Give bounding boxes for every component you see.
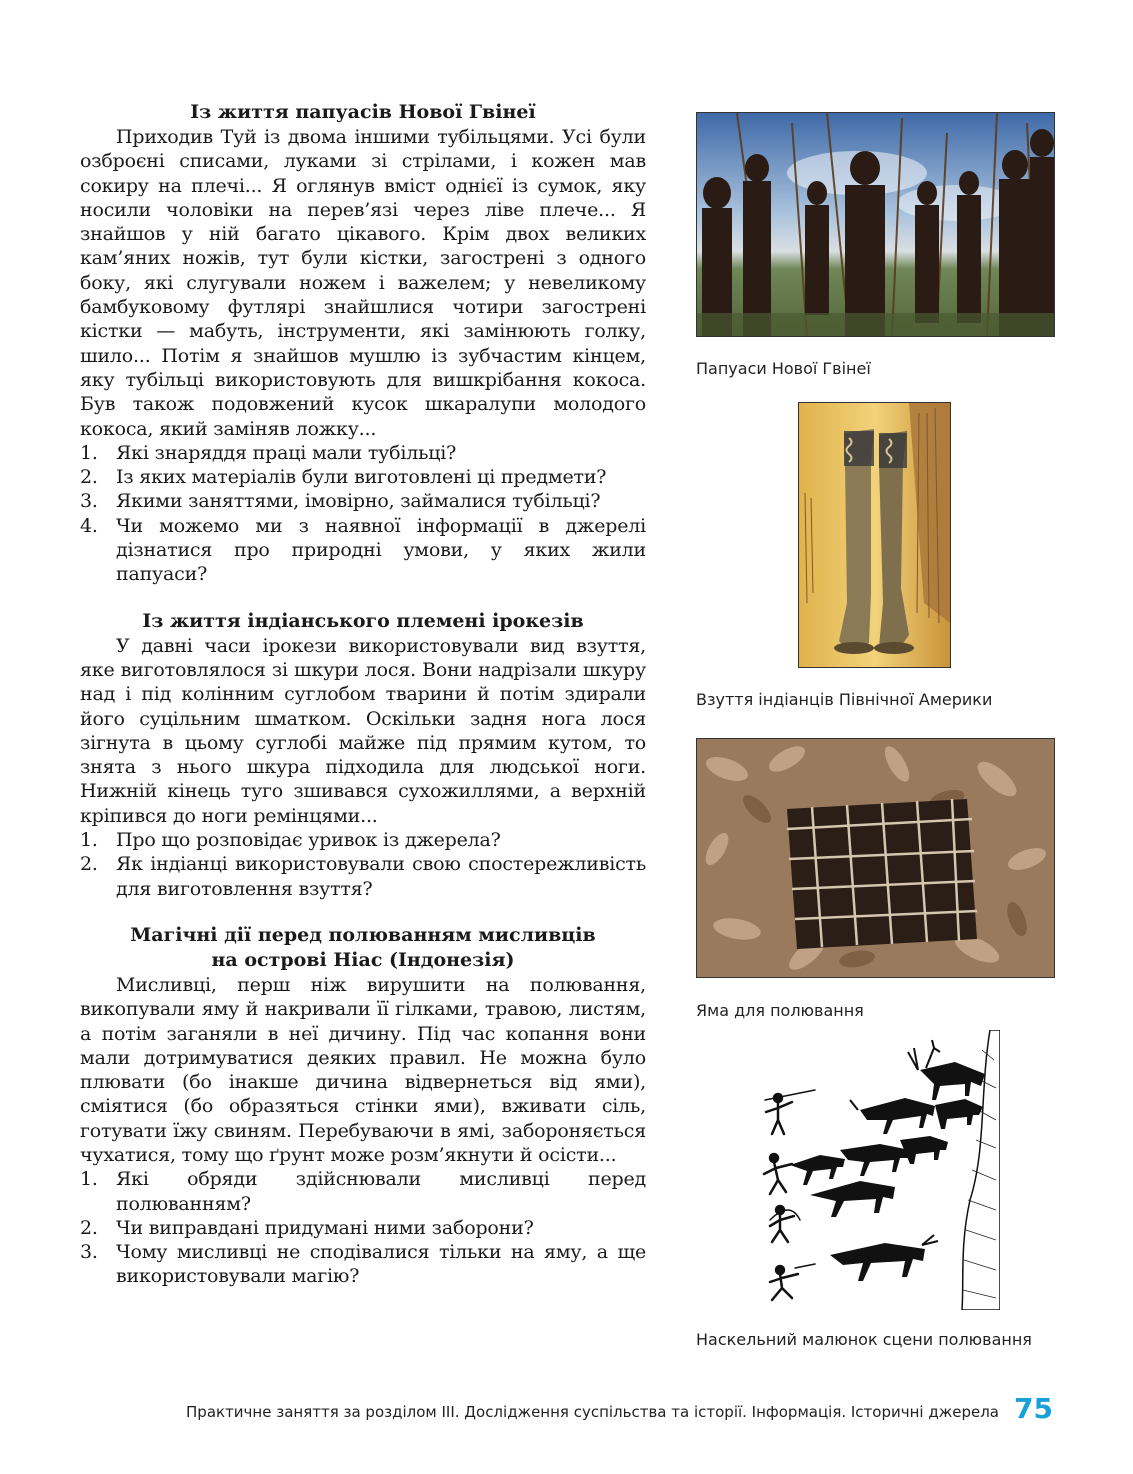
question-item: 2. Чи виправдані придумані ними заборони? <box>80 1216 534 1239</box>
hunting-pit-photo <box>696 738 1055 978</box>
page-footer: Практичне заняття за розділом ІІІ. Дослідження суспільства та історії. Інформація. Історичні джерела <box>186 1403 999 1421</box>
text-column <box>80 100 646 1289</box>
section-title-iroquois: Із життя індіанського племені ірокезів <box>142 609 584 632</box>
source-text-papuans: Приходив Туй із двома іншими тубільцями. Усі були озброєні списами, луками зі стрілами, і кожен мав сокиру на плечі... Я оглянув вміст однієї із сумок, яку носили чоловіки на перев’язі через ліве плече... Я знайшов у ній багато цікавого. Крім двох великих кам’яних ножів, тут були кістки, загострені з одного боку, які слугували ножем і важелем; у невеликому бамбуковому футлярі знайшлися чотири загострені кістки — мабуть, інструменти, які замінюють голку, шило... Потім я знайшов мушлю із зубчастим кінцем, яку тубільці використовують для вишкрібання кокоса. Був також подовжений кусок шкаралупи молодого кокоса, який заміняв ложку... <box>80 126 646 440</box>
question-item: 1. Які знаряддя праці мали тубільці? <box>80 441 457 464</box>
questions-iroquois <box>80 828 646 901</box>
section-title-nias: Магічні дії перед полюванням мисливців на острові Ніас (Індонезія) <box>130 923 596 971</box>
source-text-iroquois: У давні часи ірокези використовували вид взуття, яке виготовлялося зі шкури лося. Вони надрізали шкуру над і під колінним суглобом тварини й потім здирали його суцільним шматком. Оскільки задня нога лося зігнута в цьому суглобі майже під прямим кутом, то знята з нього шкура підходила для людської ноги. Нижній кінець туго зшивався сухожиллями, а верхній кріпився до ноги ремінцями... <box>80 634 646 827</box>
boots-photo <box>798 402 951 668</box>
question-item: 3. Якими заняттями, імовірно, займалися тубільці? <box>80 490 601 513</box>
papuans-photo <box>696 112 1055 337</box>
question-item: 1. Які обряди здійснювали мисливці перед полюванням? <box>80 1168 646 1215</box>
question-item: 2. Як індіанці використовували свою спостережливість для виготовлення взуття? <box>80 853 646 900</box>
caption-boots: Взуття індіанців Північної Америки <box>696 690 993 709</box>
caption-pit: Яма для полювання <box>696 1001 864 1020</box>
caption-cave: Наскельний малюнок сцени полювання <box>696 1330 1032 1349</box>
page-number: 75 <box>1014 1392 1053 1425</box>
caption-papuans: Папуаси Нової Гвінеї <box>696 359 871 378</box>
questions-nias <box>80 1167 646 1288</box>
question-item: 3. Чому мисливці не сподівалися тільки на яму, а ще використовували магію? <box>80 1241 646 1288</box>
source-text-nias: Мисливці, перш ніж вирушити на полювання, викопували яму й накривали її гілками, травою, листям, а потім заганяли в неї дичину. Під час копання вони мали дотримуватися деяких правил. Не можна було плювати (бо інакше дичина відвернеться від ями), сміятися (бо образяться стінки ями), вживати сіль, готувати їжу свиням. Перебуваючи в ямі, забороняється чухатися, тому що ґрунт може розм’якнути й осісти... <box>80 973 646 1166</box>
question-item: 4. Чи можемо ми з наявної інформації в джерелі дізнатися про природні умови, у яких жили папуаси? <box>80 514 646 586</box>
section-title-papuans: Із життя папуасів Нової Гвінеї <box>190 101 536 123</box>
cave-painting-drawing <box>750 1030 1000 1310</box>
questions-papuans <box>80 441 646 587</box>
question-item: 2. Із яких матеріалів були виготовлені ці предмети? <box>80 466 607 489</box>
question-item: 1. Про що розповідає уривок із джерела? <box>80 829 501 852</box>
